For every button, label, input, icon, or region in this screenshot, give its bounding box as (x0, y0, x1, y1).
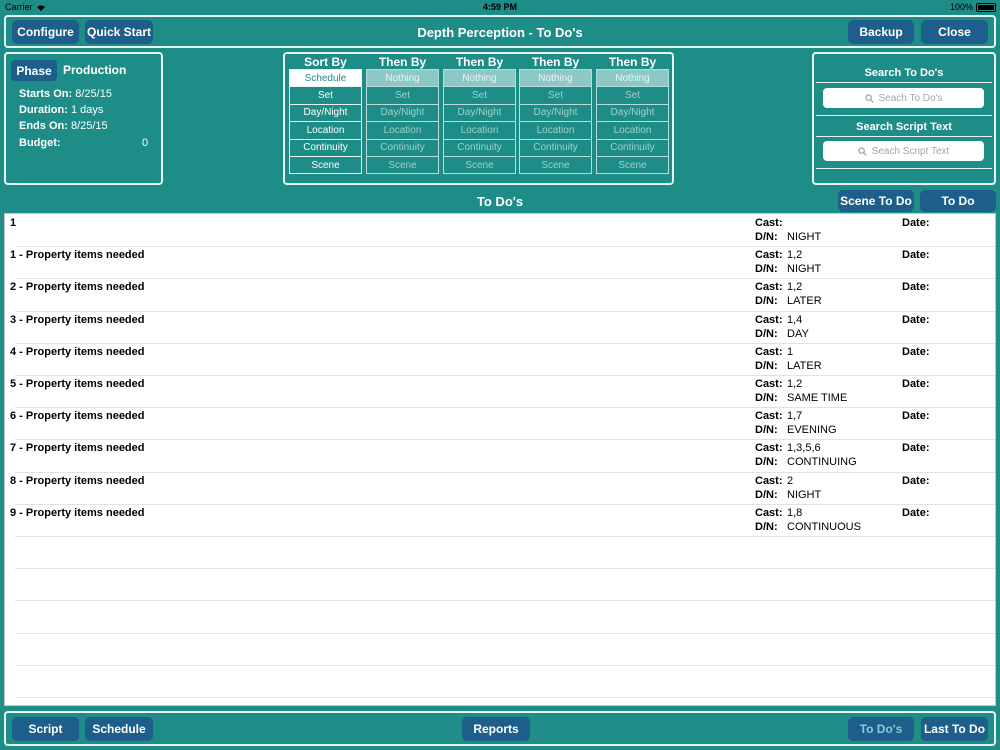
todo-name: 1 (10, 217, 17, 229)
reports-button[interactable]: Reports (462, 717, 530, 741)
row-divider (15, 343, 995, 344)
sort-option[interactable]: Scene (519, 156, 592, 174)
row-divider (15, 278, 995, 279)
list-item[interactable] (5, 472, 995, 504)
dn-value: NIGHT (787, 488, 822, 501)
sort-option[interactable]: Nothing (366, 69, 439, 87)
row-divider (15, 600, 995, 601)
dn-label: D/N: (755, 327, 778, 340)
dn-label: D/N: (755, 392, 778, 404)
cast-value: 1 (787, 345, 794, 358)
sort-option[interactable]: Location (596, 121, 669, 139)
cast-value: 1,2 (787, 281, 803, 294)
dn-value: CONTINUING (787, 456, 857, 469)
sort-option[interactable]: Scene (596, 156, 669, 174)
cast-value: 1,2 (787, 249, 803, 262)
row-divider (15, 568, 995, 569)
list-item[interactable] (5, 504, 995, 536)
date-label: Date: (902, 281, 930, 294)
sort-option[interactable]: Set (289, 86, 362, 104)
to-do-button[interactable]: To Do (920, 190, 996, 212)
dn-value: EVENING (787, 424, 837, 437)
dn-label: D/N: (755, 231, 778, 243)
scene-to-do-button[interactable]: Scene To Do (838, 190, 914, 212)
sort-option[interactable]: Continuity (519, 139, 592, 157)
list-item[interactable] (5, 375, 995, 407)
dn-label: D/N: (755, 263, 778, 276)
status-bar (0, 0, 1000, 14)
dn-value: DAY (787, 327, 809, 340)
cast-label: Cast: (755, 442, 783, 455)
sort-option[interactable]: Continuity (443, 139, 516, 157)
todo-name: 2 - Property items needed (10, 281, 145, 294)
divider (816, 115, 992, 116)
list-item[interactable] (5, 214, 995, 246)
carrier-label: Carrier (5, 2, 46, 12)
starts-on-row: Starts On: 8/25/15 (19, 88, 112, 100)
todo-name: 1 - Property items needed (10, 249, 145, 262)
dn-label: D/N: (755, 520, 778, 533)
list-title: To Do's (476, 194, 524, 209)
sort-option[interactable]: Day/Night (289, 104, 362, 122)
close-button[interactable]: Close (921, 20, 988, 44)
cast-value: 1,2 (787, 378, 803, 390)
sort-option[interactable]: Set (443, 86, 516, 104)
sort-column (596, 55, 669, 174)
sort-option[interactable]: Day/Night (596, 104, 669, 122)
date-label: Date: (902, 442, 930, 455)
todo-name: 8 - Property items needed (10, 474, 145, 487)
sort-column-header: Then By (455, 55, 504, 69)
sort-option[interactable]: Day/Night (443, 104, 516, 122)
list-item[interactable] (5, 311, 995, 343)
ends-on-row: Ends On: 8/25/15 (19, 120, 108, 132)
row-divider (15, 439, 995, 440)
list-item[interactable] (5, 343, 995, 375)
configure-button[interactable]: Configure (12, 20, 79, 44)
dn-label: D/N: (755, 359, 778, 372)
sort-option[interactable]: Day/Night (519, 104, 592, 122)
list-item[interactable] (5, 278, 995, 310)
battery-indicator: 100% (950, 2, 996, 12)
todo-name: 5 - Property items needed (10, 378, 145, 390)
search-todos-input[interactable]: Seach To Do's (823, 88, 984, 108)
clock: 4:59 PM (482, 2, 517, 12)
todo-list[interactable] (4, 213, 996, 706)
sort-column (366, 55, 439, 174)
sort-option[interactable]: Scene (366, 156, 439, 174)
sort-option[interactable]: Set (366, 86, 439, 104)
date-label: Date: (902, 217, 930, 229)
dn-value: LATER (787, 295, 822, 308)
cast-value: 1,7 (787, 410, 803, 423)
phase-tab[interactable]: Phase (11, 60, 57, 81)
sort-option[interactable]: Nothing (519, 69, 592, 87)
dn-value: LATER (787, 359, 822, 372)
row-divider (15, 375, 995, 376)
divider (816, 136, 992, 137)
sort-option[interactable]: Location (519, 121, 592, 139)
date-label: Date: (902, 345, 930, 358)
dn-value: NIGHT (787, 231, 822, 243)
todo-name: 7 - Property items needed (10, 442, 145, 455)
row-divider (15, 633, 995, 634)
search-icon (865, 94, 874, 103)
row-divider (15, 697, 995, 698)
sort-column (443, 55, 516, 174)
sort-column-header: Then By (531, 55, 580, 69)
todo-name: 6 - Property items needed (10, 410, 145, 423)
date-label: Date: (902, 506, 930, 519)
sort-option[interactable]: Day/Night (366, 104, 439, 122)
date-label: Date: (902, 474, 930, 487)
list-item[interactable] (5, 246, 995, 278)
date-label: Date: (902, 313, 930, 326)
search-icon (858, 147, 867, 156)
cast-label: Cast: (755, 249, 783, 262)
cast-value: 1,8 (787, 506, 803, 519)
quick-start-button[interactable]: Quick Start (85, 20, 153, 44)
sort-option[interactable]: Location (443, 121, 516, 139)
dn-value: CONTINUOUS (787, 520, 861, 533)
sort-option[interactable]: Nothing (596, 69, 669, 87)
schedule-button[interactable]: Schedule (85, 717, 153, 741)
cast-label: Cast: (755, 474, 783, 487)
dn-label: D/N: (755, 295, 778, 308)
sort-column (289, 55, 362, 174)
backup-button[interactable]: Backup (848, 20, 914, 44)
page-title: Depth Perception - To Do's (417, 25, 583, 40)
search-script-input[interactable]: Seach Script Text (823, 141, 984, 161)
sort-column-header: Sort By (304, 55, 347, 69)
date-label: Date: (902, 410, 930, 423)
sort-option[interactable]: Nothing (443, 69, 516, 87)
sort-option[interactable]: Scene (289, 156, 362, 174)
sort-option[interactable]: Continuity (289, 139, 362, 157)
row-divider (15, 407, 995, 408)
cast-value: 1,3,5,6 (787, 442, 821, 455)
date-label: Date: (902, 378, 930, 390)
todo-name: 9 - Property items needed (10, 506, 145, 519)
cast-label: Cast: (755, 313, 783, 326)
cast-label: Cast: (755, 281, 783, 294)
cast-value: 1,4 (787, 313, 803, 326)
last-to-do-button[interactable]: Last To Do (921, 717, 988, 741)
row-divider (15, 311, 995, 312)
dn-label: D/N: (755, 424, 778, 437)
todo-name: 4 - Property items needed (10, 345, 145, 358)
sort-option[interactable]: Scene (443, 156, 516, 174)
cast-label: Cast: (755, 506, 783, 519)
search-todos-title: Search To Do's (864, 67, 944, 79)
dn-value: NIGHT (787, 263, 822, 276)
sort-option[interactable]: Continuity (596, 139, 669, 157)
row-divider (15, 246, 995, 247)
dn-label: D/N: (755, 488, 778, 501)
search-script-title: Search Script Text (856, 121, 952, 133)
budget-row: Budget: (19, 137, 61, 149)
sort-option[interactable]: Set (519, 86, 592, 104)
sort-column (519, 55, 592, 174)
list-item[interactable] (5, 407, 995, 439)
divider (816, 168, 992, 169)
script-button[interactable]: Script (12, 717, 79, 741)
sort-column-header: Then By (608, 55, 657, 69)
divider (816, 82, 992, 83)
battery-icon (976, 3, 996, 12)
dn-label: D/N: (755, 456, 778, 469)
list-item[interactable] (5, 439, 995, 471)
cast-label: Cast: (755, 217, 783, 229)
row-divider (15, 504, 995, 505)
sort-column-header: Then By (378, 55, 427, 69)
duration-row: Duration: 1 days (19, 104, 104, 116)
phase-name: Production (63, 63, 127, 77)
to-dos-button[interactable]: To Do's (848, 717, 914, 741)
sort-option[interactable]: Location (289, 121, 362, 139)
sort-option[interactable]: Location (366, 121, 439, 139)
budget-value: 0 (142, 137, 149, 149)
todo-name: 3 - Property items needed (10, 313, 145, 326)
sort-option[interactable]: Set (596, 86, 669, 104)
date-label: Date: (902, 249, 930, 262)
cast-value: 2 (787, 474, 794, 487)
dn-value: SAME TIME (787, 392, 848, 404)
cast-label: Cast: (755, 410, 783, 423)
sort-option[interactable]: Continuity (366, 139, 439, 157)
cast-label: Cast: (755, 345, 783, 358)
cast-label: Cast: (755, 378, 783, 390)
row-divider (15, 536, 995, 537)
sort-option[interactable]: Schedule (289, 69, 362, 87)
row-divider (15, 472, 995, 473)
row-divider (15, 665, 995, 666)
